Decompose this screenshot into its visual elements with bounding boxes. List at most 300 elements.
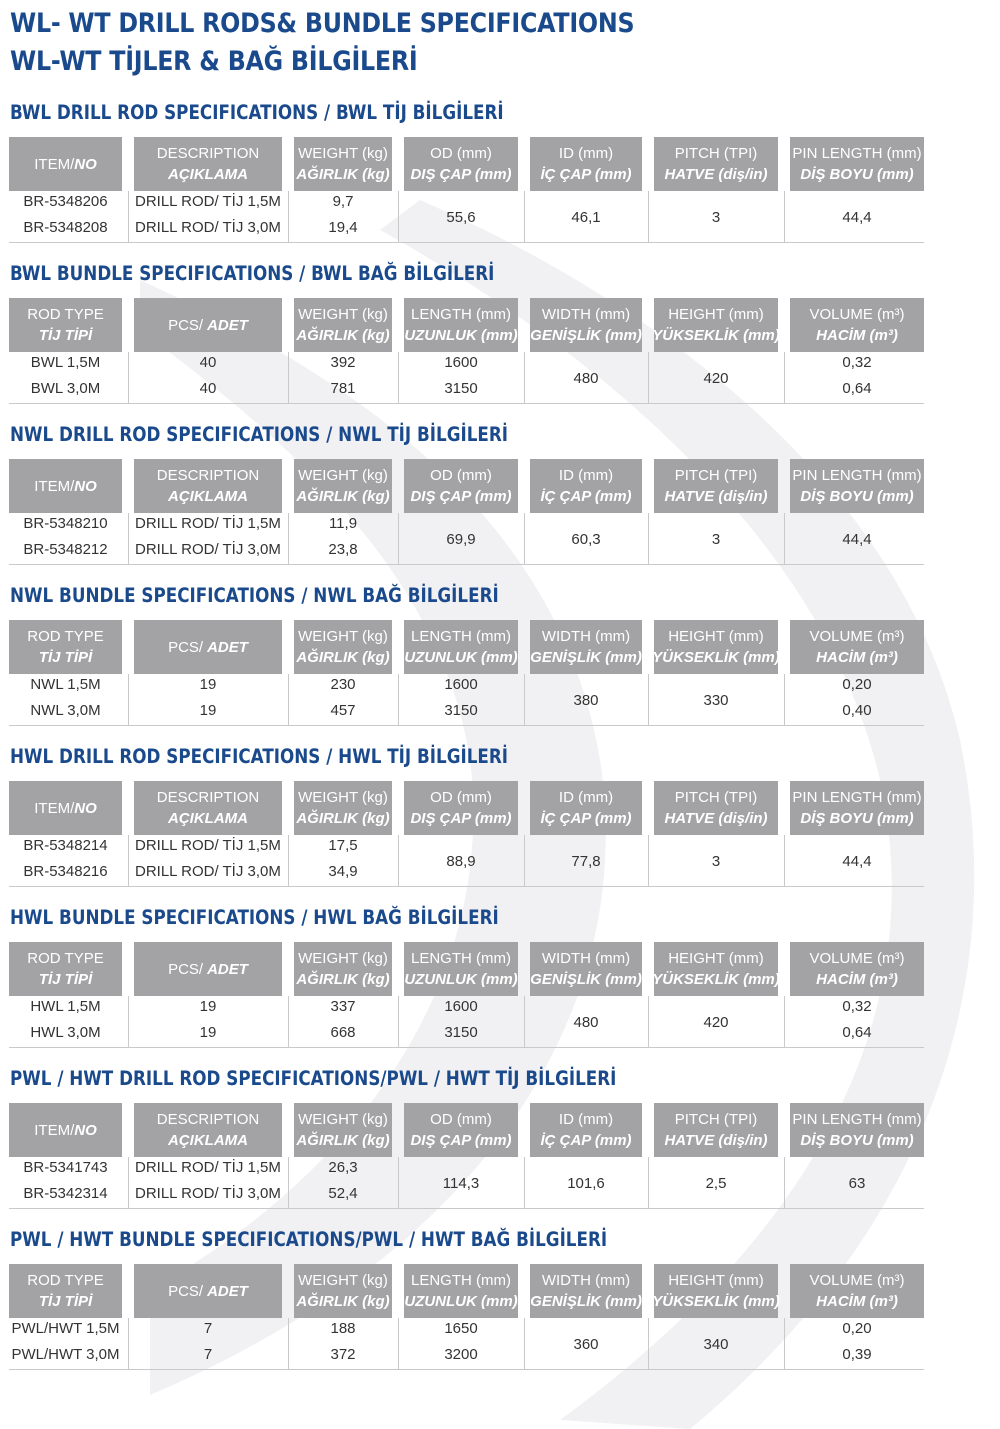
width-header-en: WIDTH (mm) bbox=[541, 628, 631, 645]
item-header-item-en: ITEM/NO bbox=[34, 477, 97, 495]
bundle-row-2-volume: 0,39 bbox=[842, 1346, 872, 1363]
table-6-bottom-border bbox=[9, 1047, 924, 1048]
pitch-header-en: PITCH (TPI) bbox=[674, 789, 758, 806]
pin-length-header-en: PIN LENGTH (mm) bbox=[792, 1111, 922, 1128]
volume-header bbox=[790, 942, 924, 996]
bundle-row-2-length: 3150 bbox=[444, 702, 478, 719]
id-header-tr: İÇ ÇAP (mm) bbox=[540, 810, 632, 827]
bundle-row-2-pcs: 19 bbox=[199, 1024, 217, 1041]
bundle-row-2-rod: PWL/HWT 3,0M bbox=[11, 1346, 120, 1363]
table-1-column-divider bbox=[524, 191, 525, 242]
pcs-header-label bbox=[168, 959, 248, 980]
length-header-tr: UZUNLUK (mm) bbox=[404, 1293, 518, 1310]
weight-header-tr: AĞIRLIK (kg) bbox=[296, 971, 390, 988]
rod-row-2-desc: DRILL ROD/ TİJ 3,0M bbox=[135, 863, 281, 880]
height-header-en: HEIGHT (mm) bbox=[668, 1272, 764, 1289]
bundle-row-2-weight: 781 bbox=[330, 380, 356, 397]
bundle-row-2-rod: BWL 3,0M bbox=[30, 380, 101, 397]
description-header-en: DESCRIPTION bbox=[156, 1111, 260, 1128]
table-3-column-divider bbox=[784, 513, 785, 564]
bundle-row-1-rod: BWL 1,5M bbox=[30, 354, 101, 371]
pin-length-header-tr: DİŞ BOYU (mm) bbox=[800, 488, 914, 505]
bundle-row-1-length: 1600 bbox=[444, 998, 478, 1015]
weight-header-tr: AĞIRLIK (kg) bbox=[296, 810, 390, 827]
pitch-header-en: PITCH (TPI) bbox=[674, 145, 758, 162]
bundle-row-1-weight: 392 bbox=[330, 354, 356, 371]
id-header-en: ID (mm) bbox=[558, 1111, 614, 1128]
table-5-column-divider bbox=[288, 835, 289, 886]
item-header-item-en: ITEM/NO bbox=[34, 1121, 97, 1139]
table-5-column-divider bbox=[524, 835, 525, 886]
table-6-column-divider bbox=[648, 996, 649, 1047]
table-5-column-divider bbox=[128, 835, 129, 886]
length-header bbox=[404, 620, 518, 674]
rod-type-header-tr: TİJ TİPİ bbox=[38, 649, 93, 666]
table-4-column-divider bbox=[128, 674, 129, 725]
width-header bbox=[530, 298, 642, 352]
table-6-column-divider bbox=[784, 996, 785, 1047]
height-header-tr: YÜKSEKLİK (mm) bbox=[652, 649, 780, 666]
pitch-header-en: PITCH (TPI) bbox=[674, 467, 758, 484]
height-header-en: HEIGHT (mm) bbox=[668, 628, 764, 645]
table-8-bottom-border bbox=[9, 1369, 924, 1370]
table-8-column-divider bbox=[398, 1318, 399, 1369]
height-header-tr: YÜKSEKLİK (mm) bbox=[652, 971, 780, 988]
volume-header bbox=[790, 298, 924, 352]
pcs-header-label bbox=[168, 1281, 248, 1302]
table-2-column-divider bbox=[398, 352, 399, 403]
od-header bbox=[404, 1103, 518, 1157]
rod-pin-value: 44,4 bbox=[842, 852, 872, 870]
rod-row-2-weight: 23,8 bbox=[328, 541, 358, 558]
rod-type-header bbox=[9, 620, 122, 674]
pitch-header-tr: HATVE (diş/in) bbox=[664, 166, 768, 183]
section-title-8: PWL / HWT BUNDLE SPECIFICATIONS/PWL / HWT BAĞ BİLGİLERİ bbox=[10, 1228, 608, 1251]
rod-type-header-en: ROD TYPE bbox=[27, 306, 104, 323]
item-header-no: NO bbox=[74, 155, 97, 173]
weight-header-tr: AĞIRLIK (kg) bbox=[296, 649, 390, 666]
pcs-header-en: PCS/ bbox=[168, 960, 204, 978]
bundle-row-1-rod: HWL 1,5M bbox=[30, 998, 101, 1015]
height-header-tr: YÜKSEKLİK (mm) bbox=[652, 1293, 780, 1310]
pcs-header-label bbox=[168, 315, 248, 336]
weight-header-tr: AĞIRLIK (kg) bbox=[296, 327, 390, 344]
pin-length-header bbox=[790, 1103, 924, 1157]
table-2-column-divider bbox=[524, 352, 525, 403]
table-2-bottom-border bbox=[9, 403, 924, 404]
bundle-row-2-volume: 0,64 bbox=[842, 380, 872, 397]
bundle-row-2-length: 3150 bbox=[444, 1024, 478, 1041]
table-1-column-divider bbox=[398, 191, 399, 242]
table-7-column-divider bbox=[288, 1157, 289, 1208]
length-header bbox=[404, 942, 518, 996]
rod-row-1-weight: 9,7 bbox=[332, 193, 354, 210]
description-header bbox=[134, 459, 282, 513]
description-header-en: DESCRIPTION bbox=[156, 145, 260, 162]
table-3-column-divider bbox=[524, 513, 525, 564]
od-header-en: OD (mm) bbox=[430, 1111, 492, 1128]
bundle-width-value: 380 bbox=[573, 691, 599, 709]
section-title-7: PWL / HWT DRILL ROD SPECIFICATIONS/PWL / HWT TİJ BİLGİLERİ bbox=[10, 1067, 617, 1090]
rod-row-1-weight: 17,5 bbox=[328, 837, 358, 854]
bundle-row-1-weight: 188 bbox=[330, 1320, 356, 1337]
width-header-tr: GENİŞLİK (mm) bbox=[530, 649, 642, 666]
volume-header-tr: HACİM (m³) bbox=[816, 649, 898, 666]
rod-id-value: 46,1 bbox=[571, 208, 601, 226]
bundle-row-1-rod: NWL 1,5M bbox=[30, 676, 101, 693]
pin-length-header-tr: DİŞ BOYU (mm) bbox=[800, 1132, 914, 1149]
pin-length-header-en: PIN LENGTH (mm) bbox=[792, 467, 922, 484]
rod-row-2-desc: DRILL ROD/ TİJ 3,0M bbox=[135, 1185, 281, 1202]
weight-header-tr: AĞIRLIK (kg) bbox=[296, 1293, 390, 1310]
table-7-column-divider bbox=[398, 1157, 399, 1208]
weight-header-en: WEIGHT (kg) bbox=[298, 1272, 388, 1289]
od-header-tr: DIŞ ÇAP (mm) bbox=[410, 810, 512, 827]
length-header-tr: UZUNLUK (mm) bbox=[404, 327, 518, 344]
table-3-bottom-border bbox=[9, 564, 924, 565]
rod-pin-value: 63 bbox=[848, 1174, 866, 1192]
pcs-header-tr: ADET bbox=[207, 960, 248, 978]
rod-row-1-weight: 26,3 bbox=[328, 1159, 358, 1176]
rod-row-1-item: BR-5341743 bbox=[23, 1159, 108, 1176]
weight-header bbox=[294, 298, 392, 352]
table-8-column-divider bbox=[648, 1318, 649, 1369]
bundle-height-value: 340 bbox=[703, 1335, 729, 1353]
pcs-header-tr: ADET bbox=[207, 1282, 248, 1300]
bundle-row-1-pcs: 7 bbox=[203, 1320, 213, 1337]
height-header-tr: YÜKSEKLİK (mm) bbox=[652, 327, 780, 344]
rod-pin-value: 44,4 bbox=[842, 208, 872, 226]
volume-header-en: VOLUME (m³) bbox=[809, 628, 905, 645]
table-2-column-divider bbox=[648, 352, 649, 403]
table-8-column-divider bbox=[288, 1318, 289, 1369]
bundle-height-value: 420 bbox=[703, 369, 729, 387]
length-header bbox=[404, 298, 518, 352]
table-1-column-divider bbox=[128, 191, 129, 242]
pitch-header bbox=[654, 1103, 778, 1157]
rod-row-1-weight: 11,9 bbox=[328, 515, 358, 532]
table-5-column-divider bbox=[784, 835, 785, 886]
table-7-column-divider bbox=[784, 1157, 785, 1208]
weight-header bbox=[294, 459, 392, 513]
table-4-column-divider bbox=[784, 674, 785, 725]
item-header-no: NO bbox=[74, 799, 97, 817]
table-8-column-divider bbox=[524, 1318, 525, 1369]
description-header-tr: AÇIKLAMA bbox=[168, 810, 248, 827]
rod-row-1-item: BR-5348210 bbox=[23, 515, 108, 532]
bundle-height-value: 420 bbox=[703, 1013, 729, 1031]
pitch-header-en: PITCH (TPI) bbox=[674, 1111, 758, 1128]
id-header bbox=[530, 1103, 642, 1157]
od-header-tr: DIŞ ÇAP (mm) bbox=[410, 488, 512, 505]
pcs-header-en: PCS/ bbox=[168, 638, 204, 656]
pcs-header-en: PCS/ bbox=[168, 1282, 204, 1300]
rod-row-2-weight: 19,4 bbox=[328, 219, 358, 236]
table-1-column-divider bbox=[648, 191, 649, 242]
rod-type-header-tr: TİJ TİPİ bbox=[38, 327, 93, 344]
id-header-tr: İÇ ÇAP (mm) bbox=[540, 166, 632, 183]
rod-id-value: 60,3 bbox=[571, 530, 601, 548]
rod-row-2-item: BR-5342314 bbox=[23, 1185, 108, 1202]
volume-header-tr: HACİM (m³) bbox=[816, 971, 898, 988]
table-7-column-divider bbox=[524, 1157, 525, 1208]
id-header bbox=[530, 137, 642, 191]
volume-header-tr: HACİM (m³) bbox=[816, 1293, 898, 1310]
bundle-row-1-weight: 337 bbox=[330, 998, 356, 1015]
pitch-header-tr: HATVE (diş/in) bbox=[664, 810, 768, 827]
od-header-en: OD (mm) bbox=[430, 789, 492, 806]
pcs-header-en: PCS/ bbox=[168, 316, 204, 334]
volume-header-tr: HACİM (m³) bbox=[816, 327, 898, 344]
table-3-column-divider bbox=[288, 513, 289, 564]
table-6-column-divider bbox=[524, 996, 525, 1047]
rod-row-1-item: BR-5348206 bbox=[23, 193, 108, 210]
pin-length-header-en: PIN LENGTH (mm) bbox=[792, 145, 922, 162]
table-2-column-divider bbox=[128, 352, 129, 403]
bundle-width-value: 480 bbox=[573, 369, 599, 387]
bundle-row-1-pcs: 40 bbox=[199, 354, 217, 371]
od-header-en: OD (mm) bbox=[430, 145, 492, 162]
rod-od-value: 88,9 bbox=[446, 852, 476, 870]
table-3-column-divider bbox=[648, 513, 649, 564]
height-header bbox=[654, 942, 778, 996]
length-header-en: LENGTH (mm) bbox=[411, 628, 511, 645]
weight-header bbox=[294, 942, 392, 996]
weight-header-en: WEIGHT (kg) bbox=[298, 145, 388, 162]
table-2-column-divider bbox=[288, 352, 289, 403]
od-header-tr: DIŞ ÇAP (mm) bbox=[410, 1132, 512, 1149]
bundle-row-1-volume: 0,20 bbox=[842, 1320, 872, 1337]
pcs-header bbox=[134, 1264, 282, 1318]
bundle-row-1-volume: 0,32 bbox=[842, 354, 872, 371]
item-header bbox=[9, 781, 122, 835]
rod-od-value: 55,6 bbox=[446, 208, 476, 226]
page-title-line2: WL-WT TİJLER & BAĞ BİLGİLERİ bbox=[10, 46, 418, 77]
bundle-row-1-volume: 0,20 bbox=[842, 676, 872, 693]
table-7-column-divider bbox=[128, 1157, 129, 1208]
width-header-en: WIDTH (mm) bbox=[541, 1272, 631, 1289]
length-header-en: LENGTH (mm) bbox=[411, 1272, 511, 1289]
width-header-en: WIDTH (mm) bbox=[541, 306, 631, 323]
id-header-en: ID (mm) bbox=[558, 145, 614, 162]
rod-row-2-desc: DRILL ROD/ TİJ 3,0M bbox=[135, 541, 281, 558]
rod-type-header-tr: TİJ TİPİ bbox=[38, 1293, 93, 1310]
id-header-en: ID (mm) bbox=[558, 467, 614, 484]
pcs-header-label bbox=[168, 637, 248, 658]
rod-row-2-weight: 34,9 bbox=[328, 863, 358, 880]
section-title-1: BWL DRILL ROD SPECIFICATIONS / BWL TİJ BİLGİLERİ bbox=[10, 101, 504, 124]
weight-header-tr: AĞIRLIK (kg) bbox=[296, 1132, 390, 1149]
bundle-row-1-weight: 230 bbox=[330, 676, 356, 693]
pin-length-header bbox=[790, 459, 924, 513]
bundle-row-2-rod: HWL 3,0M bbox=[30, 1024, 101, 1041]
volume-header-en: VOLUME (m³) bbox=[809, 306, 905, 323]
table-4-column-divider bbox=[648, 674, 649, 725]
item-header bbox=[9, 137, 122, 191]
item-header-label bbox=[34, 798, 97, 819]
bundle-row-1-pcs: 19 bbox=[199, 998, 217, 1015]
height-header bbox=[654, 1264, 778, 1318]
width-header-tr: GENİŞLİK (mm) bbox=[530, 327, 642, 344]
section-title-4: NWL BUNDLE SPECIFICATIONS / NWL BAĞ BİLGİLERİ bbox=[10, 584, 499, 607]
weight-header bbox=[294, 1264, 392, 1318]
table-2-column-divider bbox=[784, 352, 785, 403]
table-6-column-divider bbox=[128, 996, 129, 1047]
bundle-row-2-pcs: 7 bbox=[203, 1346, 213, 1363]
pin-length-header bbox=[790, 137, 924, 191]
bundle-width-value: 480 bbox=[573, 1013, 599, 1031]
table-1-column-divider bbox=[288, 191, 289, 242]
description-header bbox=[134, 781, 282, 835]
table-7-column-divider bbox=[648, 1157, 649, 1208]
weight-header-en: WEIGHT (kg) bbox=[298, 1111, 388, 1128]
volume-header bbox=[790, 620, 924, 674]
item-header-label bbox=[34, 476, 97, 497]
pin-length-header-tr: DİŞ BOYU (mm) bbox=[800, 166, 914, 183]
weight-header-en: WEIGHT (kg) bbox=[298, 306, 388, 323]
bundle-row-2-volume: 0,64 bbox=[842, 1024, 872, 1041]
id-header-tr: İÇ ÇAP (mm) bbox=[540, 1132, 632, 1149]
bundle-row-2-pcs: 19 bbox=[199, 702, 217, 719]
pcs-header bbox=[134, 620, 282, 674]
table-8-column-divider bbox=[784, 1318, 785, 1369]
rod-od-value: 114,3 bbox=[442, 1174, 480, 1192]
table-3-column-divider bbox=[128, 513, 129, 564]
table-3-column-divider bbox=[398, 513, 399, 564]
bundle-row-1-length: 1600 bbox=[444, 354, 478, 371]
rod-type-header bbox=[9, 298, 122, 352]
volume-header bbox=[790, 1264, 924, 1318]
table-5-column-divider bbox=[398, 835, 399, 886]
pitch-header-tr: HATVE (diş/in) bbox=[664, 488, 768, 505]
table-4-column-divider bbox=[398, 674, 399, 725]
id-header-tr: İÇ ÇAP (mm) bbox=[540, 488, 632, 505]
od-header bbox=[404, 781, 518, 835]
bundle-row-2-weight: 668 bbox=[330, 1024, 356, 1041]
pin-length-header-en: PIN LENGTH (mm) bbox=[792, 789, 922, 806]
rod-row-2-item: BR-5348216 bbox=[23, 863, 108, 880]
width-header bbox=[530, 1264, 642, 1318]
rod-type-header bbox=[9, 1264, 122, 1318]
height-header bbox=[654, 298, 778, 352]
section-title-3: NWL DRILL ROD SPECIFICATIONS / NWL TİJ BİLGİLERİ bbox=[10, 423, 508, 446]
rod-row-1-desc: DRILL ROD/ TİJ 1,5M bbox=[135, 1159, 281, 1176]
bundle-row-1-length: 1650 bbox=[444, 1320, 478, 1337]
volume-header-en: VOLUME (m³) bbox=[809, 1272, 905, 1289]
pcs-header-tr: ADET bbox=[207, 316, 248, 334]
table-8-column-divider bbox=[128, 1318, 129, 1369]
weight-header bbox=[294, 620, 392, 674]
pin-length-header-tr: DİŞ BOYU (mm) bbox=[800, 810, 914, 827]
length-header-tr: UZUNLUK (mm) bbox=[404, 971, 518, 988]
rod-id-value: 77,8 bbox=[571, 852, 601, 870]
table-1-bottom-border bbox=[9, 242, 924, 243]
rod-row-2-weight: 52,4 bbox=[328, 1185, 358, 1202]
height-header-en: HEIGHT (mm) bbox=[668, 950, 764, 967]
volume-header-en: VOLUME (m³) bbox=[809, 950, 905, 967]
bundle-row-1-length: 1600 bbox=[444, 676, 478, 693]
width-header-tr: GENİŞLİK (mm) bbox=[530, 1293, 642, 1310]
description-header-tr: AÇIKLAMA bbox=[168, 166, 248, 183]
table-5-column-divider bbox=[648, 835, 649, 886]
height-header-en: HEIGHT (mm) bbox=[668, 306, 764, 323]
id-header bbox=[530, 781, 642, 835]
pcs-header bbox=[134, 942, 282, 996]
bundle-row-2-rod: NWL 3,0M bbox=[30, 702, 101, 719]
bundle-row-2-pcs: 40 bbox=[199, 380, 217, 397]
bundle-row-2-length: 3150 bbox=[444, 380, 478, 397]
item-header-label bbox=[34, 1120, 97, 1141]
rod-type-header-en: ROD TYPE bbox=[27, 1272, 104, 1289]
bundle-row-2-length: 3200 bbox=[444, 1346, 478, 1363]
table-7-bottom-border bbox=[9, 1208, 924, 1209]
rod-row-2-item: BR-5348212 bbox=[23, 541, 108, 558]
width-header-en: WIDTH (mm) bbox=[541, 950, 631, 967]
bundle-height-value: 330 bbox=[703, 691, 729, 709]
table-6-column-divider bbox=[288, 996, 289, 1047]
rod-row-1-desc: DRILL ROD/ TİJ 1,5M bbox=[135, 515, 281, 532]
rod-row-1-item: BR-5348214 bbox=[23, 837, 108, 854]
rod-pitch-value: 3 bbox=[711, 208, 721, 226]
pin-length-header bbox=[790, 781, 924, 835]
pcs-header-tr: ADET bbox=[207, 638, 248, 656]
rod-row-2-desc: DRILL ROD/ TİJ 3,0M bbox=[135, 219, 281, 236]
bundle-row-2-volume: 0,40 bbox=[842, 702, 872, 719]
pcs-header bbox=[134, 298, 282, 352]
rod-id-value: 101,6 bbox=[567, 1174, 605, 1192]
section-title-5: HWL DRILL ROD SPECIFICATIONS / HWL TİJ BİLGİLERİ bbox=[10, 745, 508, 768]
rod-row-1-desc: DRILL ROD/ TİJ 1,5M bbox=[135, 193, 281, 210]
description-header-tr: AÇIKLAMA bbox=[168, 488, 248, 505]
bundle-row-2-weight: 372 bbox=[330, 1346, 356, 1363]
rod-type-header-en: ROD TYPE bbox=[27, 628, 104, 645]
description-header-en: DESCRIPTION bbox=[156, 789, 260, 806]
item-header-no: NO bbox=[74, 477, 97, 495]
item-header bbox=[9, 1103, 122, 1157]
item-header bbox=[9, 459, 122, 513]
length-header-en: LENGTH (mm) bbox=[411, 950, 511, 967]
weight-header-tr: AĞIRLIK (kg) bbox=[296, 166, 390, 183]
rod-type-header-en: ROD TYPE bbox=[27, 950, 104, 967]
rod-pitch-value: 2,5 bbox=[705, 1174, 727, 1192]
rod-pin-value: 44,4 bbox=[842, 530, 872, 548]
width-header-tr: GENİŞLİK (mm) bbox=[530, 971, 642, 988]
pitch-header bbox=[654, 781, 778, 835]
rod-od-value: 69,9 bbox=[446, 530, 476, 548]
rod-type-header-tr: TİJ TİPİ bbox=[38, 971, 93, 988]
weight-header-tr: AĞIRLIK (kg) bbox=[296, 488, 390, 505]
rod-row-2-item: BR-5348208 bbox=[23, 219, 108, 236]
table-4-column-divider bbox=[524, 674, 525, 725]
width-header bbox=[530, 942, 642, 996]
od-header-tr: DIŞ ÇAP (mm) bbox=[410, 166, 512, 183]
id-header-en: ID (mm) bbox=[558, 789, 614, 806]
bundle-row-1-rod: PWL/HWT 1,5M bbox=[11, 1320, 120, 1337]
item-header-no: NO bbox=[74, 1121, 97, 1139]
description-header-tr: AÇIKLAMA bbox=[168, 1132, 248, 1149]
table-4-column-divider bbox=[288, 674, 289, 725]
description-header bbox=[134, 137, 282, 191]
item-header-item-en: ITEM/NO bbox=[34, 799, 97, 817]
table-5-bottom-border bbox=[9, 886, 924, 887]
weight-header bbox=[294, 137, 392, 191]
length-header-tr: UZUNLUK (mm) bbox=[404, 649, 518, 666]
od-header-en: OD (mm) bbox=[430, 467, 492, 484]
width-header bbox=[530, 620, 642, 674]
section-title-2: BWL BUNDLE SPECIFICATIONS / BWL BAĞ BİLGİLERİ bbox=[10, 262, 495, 285]
weight-header-en: WEIGHT (kg) bbox=[298, 467, 388, 484]
bundle-row-1-pcs: 19 bbox=[199, 676, 217, 693]
